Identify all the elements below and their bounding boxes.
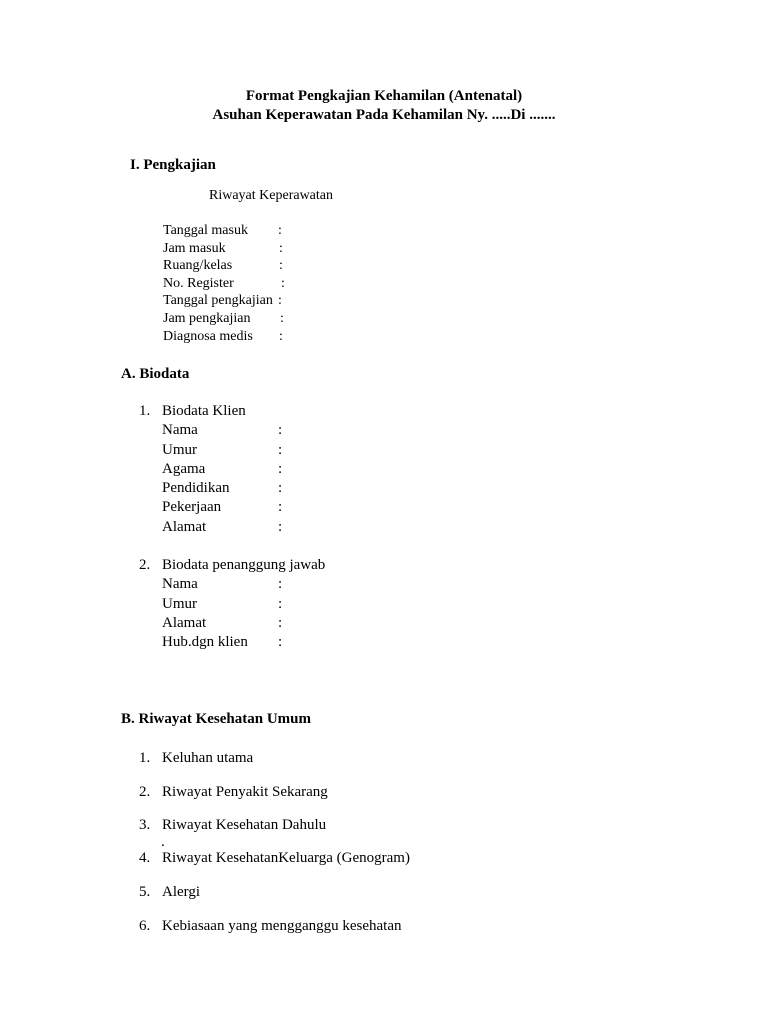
- field-colon: :: [278, 223, 282, 238]
- field-colon: :: [278, 576, 283, 592]
- list-item: Riwayat Penyakit Sekarang: [162, 784, 328, 800]
- field-label: Umur: [162, 442, 197, 458]
- field-label: Hub.dgn klien: [162, 634, 248, 650]
- list-number: 2.: [139, 784, 151, 800]
- field-colon: :: [278, 480, 283, 496]
- field-label: Agama: [162, 461, 206, 477]
- field-colon: :: [278, 634, 283, 650]
- field-label: Nama: [162, 576, 198, 592]
- document-subtitle: Asuhan Keperawatan Pada Kehamilan Ny. .....Di .......: [212, 107, 556, 123]
- field-colon: :: [278, 596, 283, 612]
- section-i-heading: I. Pengkajian: [130, 157, 216, 173]
- field-colon: :: [278, 615, 283, 631]
- field-label: No. Register: [163, 276, 234, 291]
- list-item: Alergi: [162, 884, 201, 900]
- field-colon: :: [281, 276, 285, 291]
- field-colon: :: [279, 258, 283, 273]
- biodata-klien-title: Biodata Klien: [162, 403, 246, 419]
- field-label: Nama: [162, 422, 198, 438]
- field-colon: :: [278, 293, 282, 308]
- field-label: Umur: [162, 596, 197, 612]
- list-number: 3.: [139, 817, 151, 833]
- list-item: Keluhan utama: [162, 750, 254, 766]
- list-item: Riwayat Kesehatan Dahulu: [162, 817, 327, 833]
- field-colon: :: [279, 329, 283, 344]
- field-colon: :: [280, 311, 284, 326]
- field-colon: :: [278, 422, 283, 438]
- list-number: 1.: [139, 750, 151, 766]
- field-colon: :: [278, 499, 283, 515]
- field-label: Pendidikan: [162, 480, 230, 496]
- field-label: Jam masuk: [163, 241, 226, 256]
- section-a-heading: A. Biodata: [121, 366, 190, 382]
- list-number: 5.: [139, 884, 151, 900]
- field-label: Tanggal masuk: [163, 223, 248, 238]
- field-label: Alamat: [162, 615, 207, 631]
- biodata-penanggung-jawab-title: Biodata penanggung jawab: [162, 557, 326, 573]
- document-title: Format Pengkajian Kehamilan (Antenatal): [245, 88, 523, 104]
- list-item: Kebiasaan yang mengganggu kesehatan: [162, 918, 402, 934]
- field-label: Ruang/kelas: [163, 258, 233, 273]
- field-colon: :: [278, 461, 283, 477]
- list-number: 1.: [139, 403, 151, 419]
- stray-dot: .: [161, 834, 165, 850]
- section-b-heading: B. Riwayat Kesehatan Umum: [121, 711, 311, 727]
- list-number: 4.: [139, 850, 151, 866]
- list-number: 6.: [139, 918, 151, 934]
- field-label: Jam pengkajian: [163, 311, 251, 326]
- field-label: Tanggal pengkajian: [163, 293, 273, 308]
- field-label: Alamat: [162, 519, 207, 535]
- field-colon: :: [278, 519, 283, 535]
- field-colon: :: [278, 442, 283, 458]
- field-colon: :: [279, 241, 283, 256]
- list-item: Riwayat KesehatanKeluarga (Genogram): [162, 850, 410, 866]
- riwayat-keperawatan-subheading: Riwayat Keperawatan: [209, 188, 333, 203]
- field-label: Diagnosa medis: [163, 329, 253, 344]
- field-label: Pekerjaan: [162, 499, 222, 515]
- list-number: 2.: [139, 557, 151, 573]
